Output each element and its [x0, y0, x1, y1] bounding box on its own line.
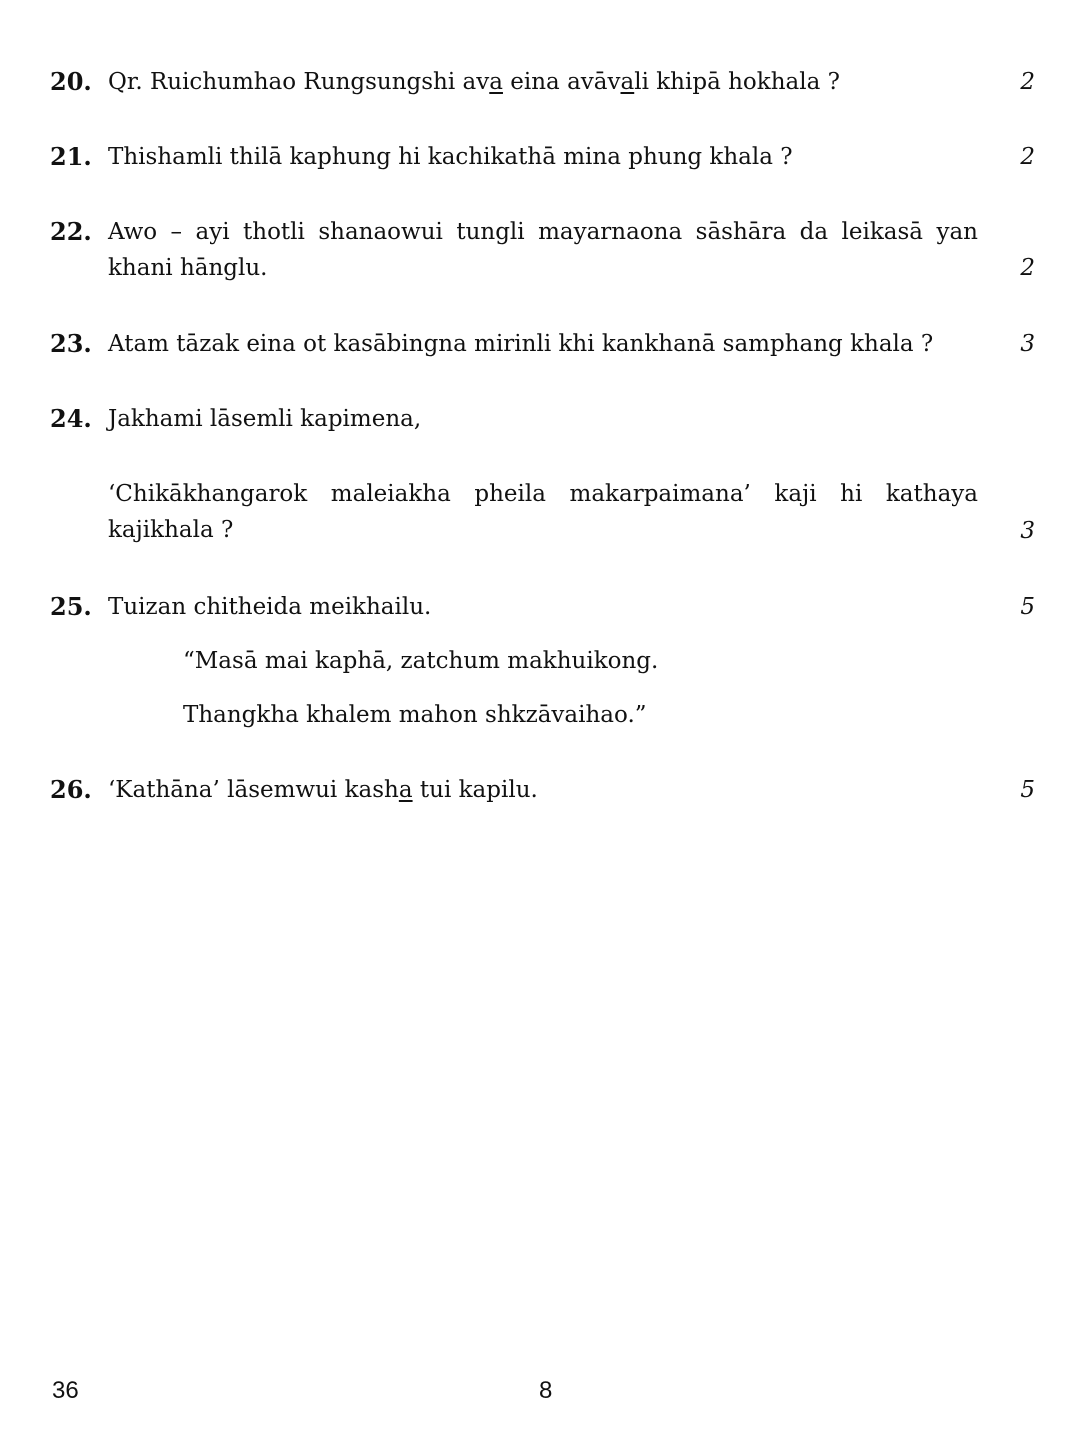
- question-number: 23.: [50, 329, 92, 358]
- question-marks: 3: [1020, 331, 1035, 357]
- question-subtext: ‘Chikākhangarok maleiakha pheila makarpaimana’ kaji hi kathaya kajikhala ?: [108, 481, 978, 543]
- question-number: 21.: [50, 142, 92, 171]
- question-text: Awo – ayi thotli shanaowui tungli mayarnaona sāshāra da leikasā yan khani hānglu.: [108, 219, 978, 281]
- underlined-letter: a: [620, 69, 635, 95]
- underlined-letter: a: [398, 777, 413, 803]
- question-number: 25.: [50, 592, 92, 621]
- question-marks: 5: [1020, 594, 1035, 620]
- question-text: Jakhami lāsemli kapimena,: [108, 406, 422, 432]
- question-text: Thishamli thilā kaphung hi kachikathā mina phung khala ?: [108, 144, 793, 170]
- poem-line-1: “Masā mai kaphā, zatchum makhuikong.: [183, 648, 659, 674]
- question-number: 26.: [50, 775, 92, 804]
- question-marks: 2: [1020, 144, 1035, 170]
- question-number: 22.: [50, 217, 92, 246]
- question-marks: 2: [1020, 255, 1035, 281]
- question-text: ‘Kathāna’ lāsemwui kasha tui kapilu.: [108, 777, 538, 803]
- paper-code: 36: [52, 1377, 79, 1404]
- poem-line-2: Thangkha khalem mahon shkzāvaihao.”: [183, 702, 647, 728]
- question-marks: 2: [1020, 69, 1035, 95]
- question-number: 24.: [50, 404, 92, 433]
- question-number: 20.: [50, 67, 92, 96]
- underlined-letter: a: [489, 69, 503, 95]
- question-marks: 3: [1020, 518, 1035, 544]
- question-text: Tuizan chitheida meikhailu.: [108, 594, 432, 620]
- question-marks: 5: [1020, 777, 1035, 803]
- page-number: 8: [539, 1377, 553, 1404]
- question-text: Atam tāzak eina ot kasābingna mirinli khi kankhanā samphang khala ?: [108, 331, 934, 357]
- question-text: Qr. Ruichumhao Rungsungshi ava eina avāvali khipā hokhala ?: [108, 69, 840, 95]
